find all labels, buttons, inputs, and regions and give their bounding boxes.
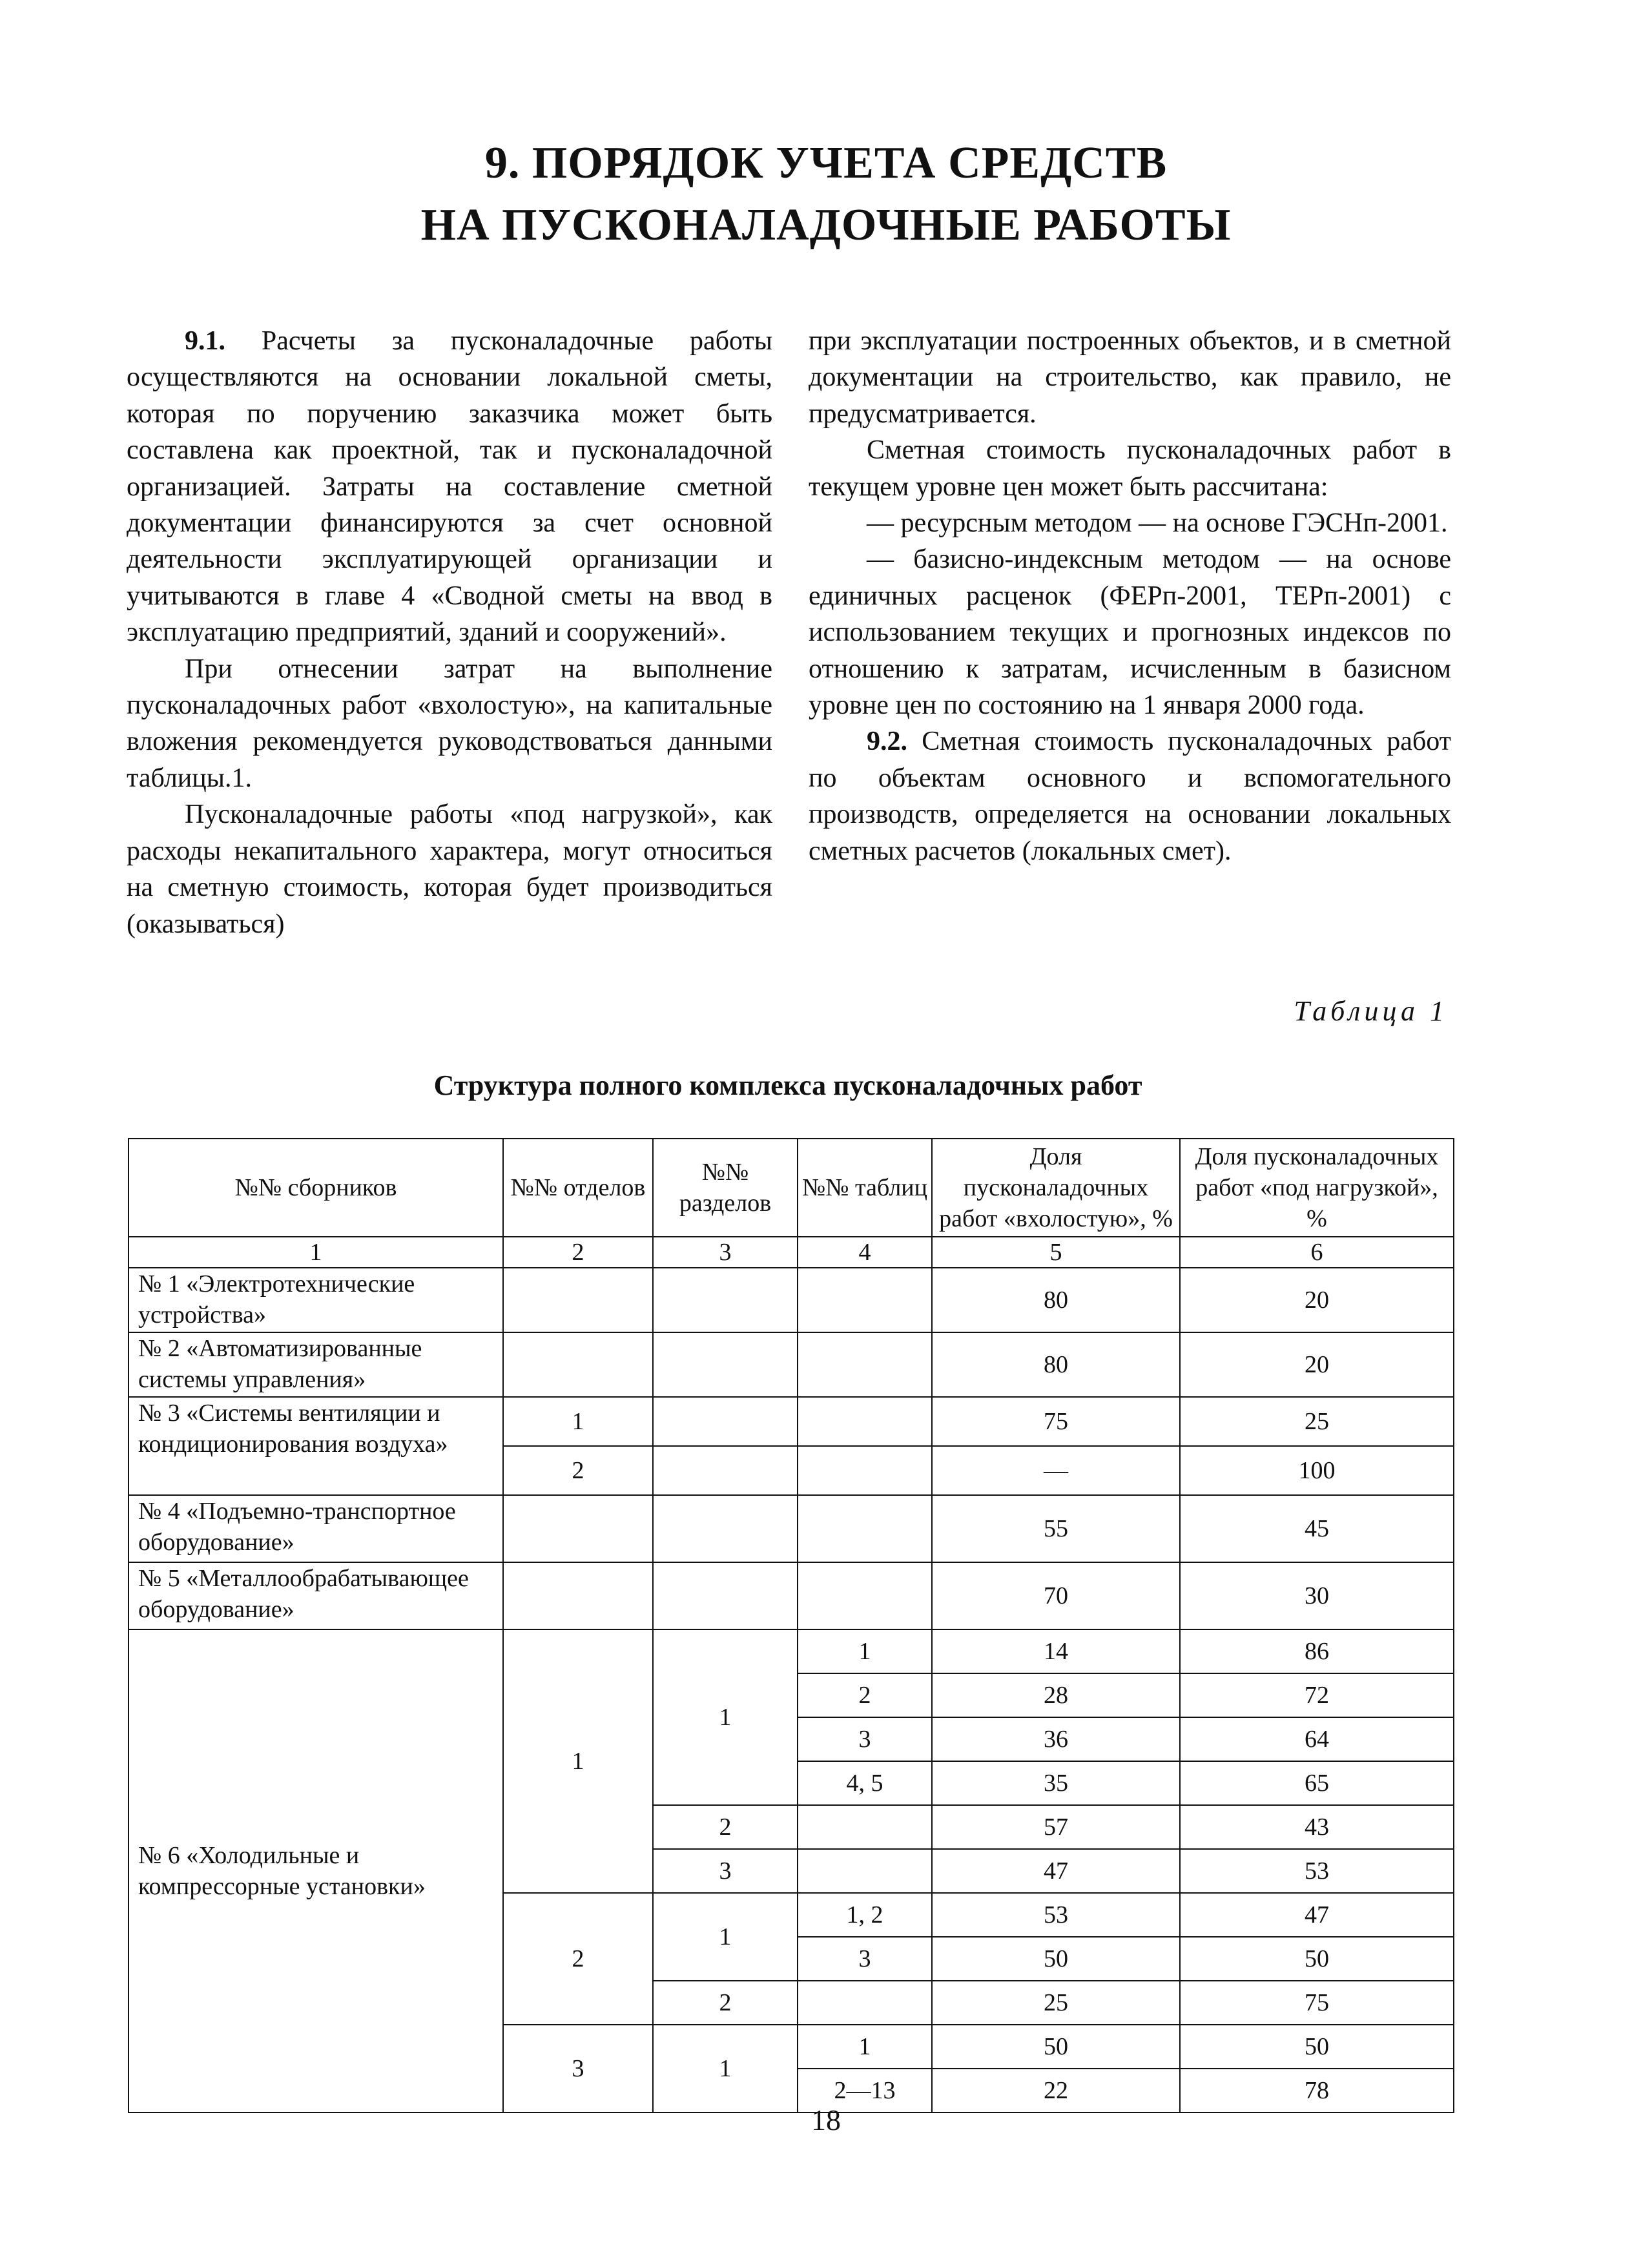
works-structure-table (128, 1138, 1454, 2113)
header-cell: Доля пусконаладочных работ «под нагрузкой», % (1180, 1139, 1454, 1237)
collection-name: № 1 «Электротехнические устройства» (129, 1268, 503, 1332)
idle-share: 53 (932, 1893, 1180, 1937)
idle-share: 80 (932, 1332, 1180, 1397)
table-number-cell: 2—13 (798, 2069, 932, 2113)
idle-share: — (932, 1446, 1180, 1495)
idle-share: 14 (932, 1629, 1180, 1673)
table-number-cell: 1 (798, 2025, 932, 2069)
idle-share: 35 (932, 1761, 1180, 1805)
load-share: 20 (1180, 1332, 1454, 1397)
paragraph: — базисно-индексным методом — на основе единичных расценок (ФЕРп-2001, ТЕРп-2001) с использованием текущих и прогнозных индексов по отношению к затратам, исчисленным в базисном уровне цен по состоянию на 1 января 2000 года. (809, 544, 1451, 721)
idle-share: 50 (932, 1937, 1180, 1981)
department-cell: 2 (503, 1893, 653, 2025)
section-number: 9.1. (185, 326, 225, 356)
paragraph: — ресурсным методом — на основе ГЭСНп-2001. (867, 508, 1448, 539)
table-number-cell: 3 (798, 1937, 932, 1981)
paragraph: При отнесении затрат на выполнение пусконаладочных работ «вхолостую», на капитальные вложения рекомендуется руководствоваться данными таблицы.1. (127, 654, 772, 793)
paragraph: Сметная стоимость пусконаладочных работ в текущем уровне цен может быть рассчитана: (809, 435, 1451, 502)
load-share: 53 (1180, 1849, 1454, 1893)
idle-share: 80 (932, 1268, 1180, 1332)
header-cell: №№ таблиц (798, 1139, 932, 1237)
paragraph-text: Сметная стоимость пусконаладочных работ по объектам основного и вспомогательного производств, определяется на основании локальных сметных расчетов (локальных смет). (809, 727, 1452, 866)
load-share: 50 (1180, 2025, 1454, 2069)
table-number-cell: 2 (798, 1673, 932, 1717)
load-share: 43 (1180, 1805, 1454, 1849)
paragraph: при эксплуатации построенных объектов, и в сметной документации на строительство, как правило, не предусматривается. (809, 326, 1451, 429)
idle-share: 70 (932, 1562, 1180, 1629)
table-number-cell: 1 (798, 1629, 932, 1673)
section-cell: 1 (653, 1893, 798, 1981)
table-number-cell: 4, 5 (798, 1761, 932, 1805)
table-number-cell: 3 (798, 1717, 932, 1761)
department-cell: 1 (503, 1629, 653, 1893)
idle-share: 50 (932, 2025, 1180, 2069)
collection-name: № 2 «Автоматизированные системы управления» (129, 1332, 503, 1397)
load-share: 72 (1180, 1673, 1454, 1717)
load-share: 65 (1180, 1761, 1454, 1805)
section-cell: 2 (653, 1981, 798, 2025)
load-share: 100 (1180, 1446, 1454, 1495)
section-cell: 1 (503, 1397, 653, 1446)
table-row (129, 1332, 1454, 1397)
column-number: 6 (1180, 1237, 1454, 1268)
idle-share: 55 (932, 1495, 1180, 1562)
load-share: 45 (1180, 1495, 1454, 1562)
table-header-row (129, 1139, 1454, 1237)
collection-name: № 5 «Металлообрабатывающее оборудование» (129, 1562, 503, 1629)
column-number: 2 (503, 1237, 653, 1268)
load-share: 25 (1180, 1397, 1454, 1446)
table-row (129, 1629, 1454, 1673)
idle-share: 28 (932, 1673, 1180, 1717)
idle-share: 75 (932, 1397, 1180, 1446)
column-number: 1 (129, 1237, 503, 1268)
table-caption: Структура полного комплекса пусконаладочных работ (433, 1070, 1142, 1101)
idle-share: 22 (932, 2069, 1180, 2113)
idle-share: 25 (932, 1981, 1180, 2025)
load-share: 47 (1180, 1893, 1454, 1937)
header-cell: №№ сборников (129, 1139, 503, 1237)
table-row (129, 1562, 1454, 1629)
left-column (127, 323, 772, 942)
department-cell: 3 (503, 2025, 653, 2113)
header-cell: Доля пусконаладочных работ «вхолостую», % (932, 1139, 1180, 1237)
table-number-cell: 1, 2 (798, 1893, 932, 1937)
table-row (129, 1397, 1454, 1446)
paragraph: Пусконаладочные работы «под нагрузкой», как расходы некапитального характера, могут относиться на сметную стоимость, которая будет производиться (оказываться) (127, 800, 772, 939)
paragraph-9-2 (809, 723, 1451, 869)
load-share: 75 (1180, 1981, 1454, 2025)
title-line-2: НА ПУСКОНАЛАДОЧНЫЕ РАБОТЫ (420, 200, 1232, 250)
page-title (0, 132, 1652, 256)
table-row (129, 1495, 1454, 1562)
section-cell: 1 (653, 2025, 798, 2113)
idle-share: 57 (932, 1805, 1180, 1849)
section-cell: 2 (503, 1446, 653, 1495)
section-cell: 2 (653, 1805, 798, 1849)
collection-name: № 6 «Холодильные и компрессорные установки» (129, 1629, 503, 2113)
table-label: Таблица 1 (1294, 995, 1448, 1027)
collection-name: № 4 «Подъемно-транспортное оборудование» (129, 1495, 503, 1562)
column-number: 5 (932, 1237, 1180, 1268)
section-cell: 3 (653, 1849, 798, 1893)
idle-share: 47 (932, 1849, 1180, 1893)
load-share: 86 (1180, 1629, 1454, 1673)
idle-share: 36 (932, 1717, 1180, 1761)
paragraph-9-1 (127, 323, 772, 651)
column-number: 4 (798, 1237, 932, 1268)
table-row (129, 1268, 1454, 1332)
load-share: 78 (1180, 2069, 1454, 2113)
column-number: 3 (653, 1237, 798, 1268)
section-number: 9.2. (867, 727, 907, 757)
paragraph-text: Расчеты за пусконаладочные работы осуществляются на основании локальной сметы, которая по поручению заказчика может быть составлена как проектной, так и пусконаладочной организацией. Затраты на составление сметной документации финансируются за счет основной деятельности эксплуатирующей организации и учитываются в главе 4 «Сводной сметы на ввод в эксплуатацию предприятий, зданий и сооружений». (127, 326, 772, 648)
load-share: 50 (1180, 1937, 1454, 1981)
load-share: 20 (1180, 1268, 1454, 1332)
title-line-1: 9. ПОРЯДОК УЧЕТА СРЕДСТВ (484, 138, 1168, 188)
header-cell: №№ отделов (503, 1139, 653, 1237)
collection-name: № 3 «Системы вентиляции и кондиционирования воздуха» (129, 1397, 503, 1495)
column-number-row (129, 1237, 1454, 1268)
header-cell: №№ разделов (653, 1139, 798, 1237)
load-share: 30 (1180, 1562, 1454, 1629)
load-share: 64 (1180, 1717, 1454, 1761)
right-column (809, 323, 1451, 869)
page-number: 18 (811, 2103, 841, 2136)
section-cell: 1 (653, 1629, 798, 1805)
